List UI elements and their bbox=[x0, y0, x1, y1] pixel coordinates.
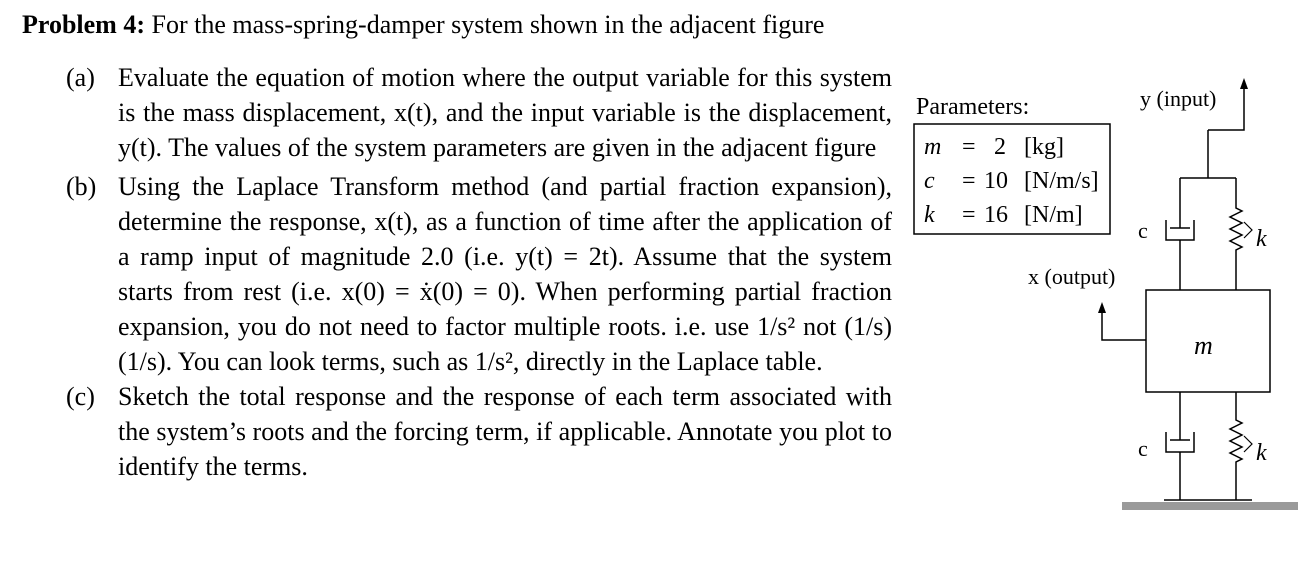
part-b-text: Using the Laplace Transform method (and partial fraction expansion), determine the response, x(t), as a function of time after the application of a ramp input of magnitude 2.0 (i.e. y(t) = 2t). Assume that the system starts from rest (i.e. x(0) = ẋ(0) = 0). When performing partial fraction expansion, you do not need to factor multiple roots. i.e. use 1/s² not (1/s)(1/s). You can look terms, such as 1/s², directly in the Laplace table. bbox=[118, 172, 892, 376]
lower-damper-label: c bbox=[1138, 436, 1148, 461]
parameters-title: Parameters: bbox=[916, 94, 1030, 120]
param-m-eq: = bbox=[962, 134, 976, 160]
part-b bbox=[66, 169, 892, 379]
param-c-unit: [N/m/s] bbox=[1024, 168, 1099, 194]
upper-damper bbox=[1166, 178, 1194, 290]
ground-hatch bbox=[1122, 502, 1298, 510]
input-terminal bbox=[1180, 130, 1236, 178]
output-arrow bbox=[1102, 310, 1146, 340]
problem-heading: Problem 4: bbox=[22, 10, 145, 39]
part-a bbox=[66, 60, 892, 165]
input-arrow-head bbox=[1240, 78, 1248, 89]
upper-spring-label: k bbox=[1256, 226, 1267, 252]
param-row-k bbox=[924, 202, 1083, 228]
part-c bbox=[66, 379, 892, 484]
param-m-value: 2 bbox=[994, 134, 1006, 160]
output-label: x (output) bbox=[1028, 264, 1116, 289]
part-c-text: Sketch the total response and the response of each term associated with the system’s roots and the forcing term, if applicable. Annotate you plot to identify the terms. bbox=[118, 382, 892, 481]
problem-intro: For the mass-spring-damper system shown in the adjacent figure bbox=[151, 10, 825, 39]
param-c-symbol: c bbox=[924, 168, 935, 194]
param-m-unit: [kg] bbox=[1024, 134, 1064, 160]
part-c-label: (c) bbox=[66, 382, 95, 411]
upper-spring-k-arrow bbox=[1244, 222, 1252, 238]
problem-title bbox=[22, 10, 824, 40]
param-k-unit: [N/m] bbox=[1024, 202, 1083, 228]
problem-parts bbox=[66, 60, 892, 484]
mass-spring-damper-figure bbox=[900, 70, 1300, 520]
param-c-value: 10 bbox=[984, 168, 1008, 194]
param-row-m bbox=[924, 134, 1064, 160]
part-a-label: (a) bbox=[66, 63, 95, 92]
upper-damper-label: c bbox=[1138, 218, 1148, 243]
lower-spring-k-arrow bbox=[1244, 436, 1252, 452]
lower-damper bbox=[1166, 392, 1194, 500]
param-row-c bbox=[924, 168, 1099, 194]
lower-spring-label: k bbox=[1256, 440, 1267, 466]
param-k-symbol: k bbox=[924, 202, 935, 228]
param-k-eq: = bbox=[962, 202, 976, 228]
lower-spring bbox=[1230, 392, 1242, 500]
param-k-value: 16 bbox=[984, 202, 1008, 228]
param-c-eq: = bbox=[962, 168, 976, 194]
part-b-label: (b) bbox=[66, 172, 97, 201]
mass-label: m bbox=[1194, 331, 1213, 360]
upper-spring bbox=[1230, 178, 1242, 290]
input-label: y (input) bbox=[1140, 86, 1217, 111]
part-a-text: Evaluate the equation of motion where the output variable for this system is the mass displacement, x(t), and the input variable is the displacement, y(t). The values of the system parameters are given in the adjacent figure bbox=[118, 63, 892, 162]
param-m-symbol: m bbox=[924, 134, 942, 160]
output-arrow-head bbox=[1098, 302, 1106, 313]
